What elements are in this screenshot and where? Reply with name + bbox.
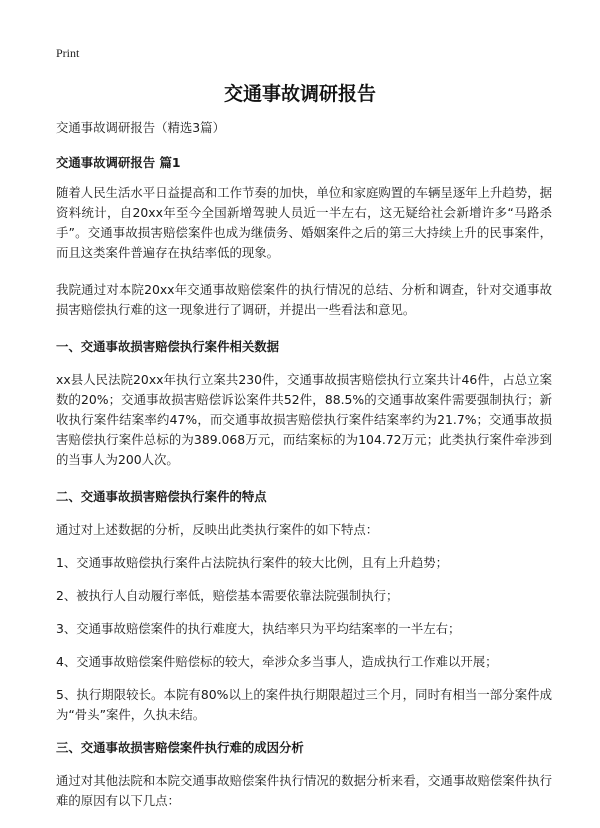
list-item: 4、交通事故赔偿案件赔偿标的较大，牵涉众多当事人，造成执行工作难以开展； xyxy=(56,654,498,669)
list-item: 1、交通事故赔偿执行案件占法院执行案件的较大比例，且有上升趋势； xyxy=(56,555,448,570)
section-3-intro: 通过对其他法院和本院交通事故赔偿案件执行情况的数据分析来看，交通事故赔偿案件执行难的原因有以下几点： xyxy=(56,773,552,808)
paragraph-intro-1: 随着人民生活水平日益提高和工作节奏的加快，单位和家庭购置的车辆呈逐年上升趋势，据资料统计，自20xx年至今全国新增驾驶人员近一半左右，这无疑给社会新增许多“马路杀手”。交通事故损害赔偿案件也成为继债务、婚姻案件之后的第三大持续上升的民事案件，而且这类案件普遍存在执结率低的现象。 xyxy=(56,185,552,260)
document-subtitle: 交通事故调研报告（精选3篇） xyxy=(56,120,225,135)
print-link[interactable]: Print xyxy=(56,46,80,60)
section-2-intro: 通过对上述数据的分析，反映出此类执行案件的如下特点： xyxy=(56,522,379,537)
article-heading: 交通事故调研报告 篇1 xyxy=(56,155,181,170)
list-item: 2、被执行人自动履行率低，赔偿基本需要依靠法院强制执行； xyxy=(56,588,399,603)
section-heading-2: 二、交通事故损害赔偿执行案件的特点 xyxy=(56,489,267,504)
section-heading-3: 三、交通事故损害赔偿案件执行难的成因分析 xyxy=(56,740,304,755)
list-item: 3、交通事故赔偿案件的执行难度大，执结率只为平均结案率的一半左右； xyxy=(56,621,461,636)
page-title: 交通事故调研报告 xyxy=(223,83,376,105)
document-body xyxy=(56,118,552,811)
section-1-body: xx县人民法院20xx年执行立案共230件，交通事故损害赔偿执行立案共计46件，占总立案数的20%；交通事故损害赔偿诉讼案件共52件，88.5%的交通事故案件需要强制执行；新收执行案件结案率约47%，而交通事故损害赔偿执行案件结案率约为21.7%；交通事故损害赔偿执行案件总标的为389.068万元，而结案标的为104.72万元；此类执行案件牵涉到的当事人为200人次。 xyxy=(56,372,552,467)
paragraph-intro-2: 我院通过对本院20xx年交通事故赔偿案件的执行情况的总结、分析和调查，针对交通事故损害赔偿执行难的这一现象进行了调研，并提出一些看法和意见。 xyxy=(56,282,552,317)
list-item: 5、执行期限较长。本院有80%以上的案件执行期限超过三个月，同时有相当一部分案件成为“骨头”案件，久执未结。 xyxy=(56,687,552,722)
section-heading-1: 一、交通事故损害赔偿执行案件相关数据 xyxy=(56,339,280,354)
